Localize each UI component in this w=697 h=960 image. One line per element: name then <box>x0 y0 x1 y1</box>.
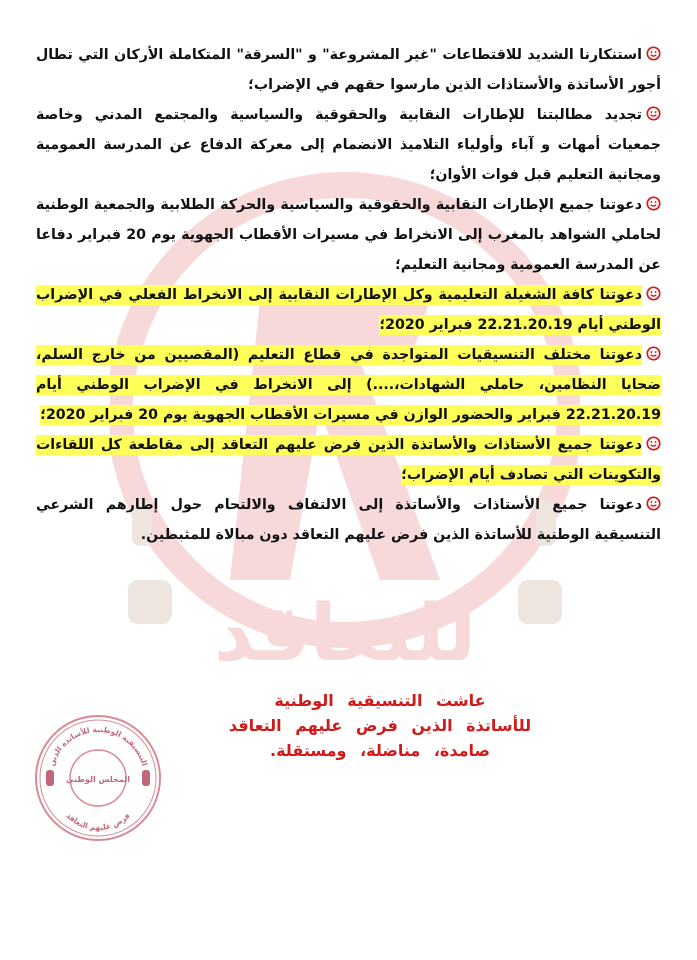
statement-item-text: دعوتنا جميع الأستاذات والأساتذة إلى الالتفاف والالتحام حول إطارهم الشرعي التنسيقية الوطنية للأساتذة الذين فرض عليهم التعاقد دون مبالاة للمثبطين. <box>36 497 661 543</box>
statement-item <box>36 430 661 490</box>
red-smiley-icon <box>646 496 661 511</box>
statement-body <box>36 40 661 550</box>
statement-item-text: استنكارنا الشديد للاقتطاعات "غير المشروعة" و "السرقة" المتكاملة الأركان التي تطال أجور الأساتذة والأستاذات الذين مارسوا حقهم في الإضراب؛ <box>36 47 661 93</box>
statement-item <box>36 40 661 100</box>
closing-line-2: للأساتذة الذين فرض عليهم التعاقد <box>228 716 532 735</box>
red-smiley-icon <box>646 436 661 451</box>
seal-top-text: التنسيقية الوطنية للأساتذة الذين <box>46 724 150 767</box>
statement-item-text: دعوتنا جميع الأستاذات والأساتذة الذين فرض عليهم التعاقد إلى مقاطعة كل اللقاءات والتكوينات التي تصادف أيام الإضراب؛ <box>36 437 661 483</box>
statement-item-text: تجديد مطالبتنا للإطارات النقابية والحقوقية والسياسية والمجتمع المدني وخاصة جمعيات أمهات و آباء وأولياء التلاميذ الانضمام إلى معركة الدفاع عن المدرسة العمومية ومجانية التعليم قبل فوات الأوان؛ <box>36 107 661 183</box>
svg-text:التنسيقية الوطنية للأساتذة الذ <box>47 725 149 767</box>
red-smiley-icon <box>646 46 661 61</box>
statement-item <box>36 340 661 430</box>
statement-item-text: دعوتنا كافة الشغيلة التعليمية وكل الإطارات النقابية إلى الانخراط الفعلي في الإضراب الوطني أيام 22.21.20.19 فبراير 2020؛ <box>36 287 661 333</box>
watermark-text: للتعاقد <box>213 589 477 679</box>
statement-item-text: دعوتنا مختلف التنسيقيات المتواجدة في قطاع التعليم (المقصيين من خارج السلم، ضحايا النظامين، حاملي الشهادات،....) إلى الانخراط في الإضراب الوطني أيام 22.21.20.19 فبراير والحضور الوازن في مسيرات الأقطاب الجهوية يوم 20 فبراير 2020؛ <box>36 347 661 423</box>
statement-item <box>36 190 661 280</box>
red-smiley-icon <box>646 346 661 361</box>
statement-item-text: دعوتنا جميع الإطارات النقابية والحقوقية والسياسية والحركة الطلابية والجمعية الوطنية لحاملي الشواهد بالمغرب إلى الانخراط في مسيرات الأقطاب الجهوية يوم 20 فبراير دفاعا عن المدرسة العمومية ومجانية التعليم؛ <box>36 197 661 273</box>
red-smiley-icon <box>646 196 661 211</box>
organization-seal <box>32 712 164 844</box>
red-smiley-icon <box>646 286 661 301</box>
seal-bottom-text: فرض عليهم التعاقد <box>64 811 132 833</box>
red-smiley-icon <box>646 106 661 121</box>
closing-line-1: عاشت التنسيقية الوطنية <box>274 691 486 710</box>
statement-item <box>36 490 661 550</box>
closing-line-3: صامدة، مناضلة، ومستقلة. <box>270 741 490 760</box>
seal-center-text: المجلس الوطني <box>66 775 130 784</box>
svg-text:فرض عليهم التعاقد <box>64 811 131 832</box>
closing-slogan <box>200 688 560 763</box>
statement-item <box>36 100 661 190</box>
statement-item <box>36 280 661 340</box>
